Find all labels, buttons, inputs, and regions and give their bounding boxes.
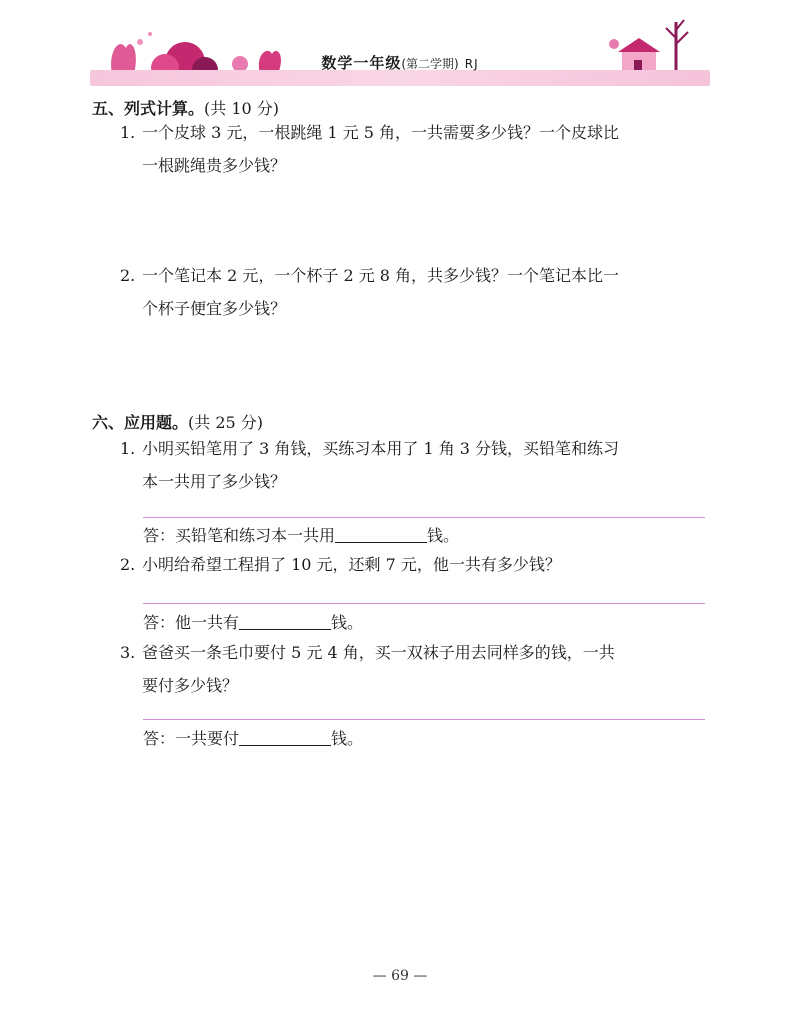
book-edition: RJ [464, 57, 479, 71]
page-header [90, 14, 710, 88]
question-text-cont: 个杯子便宜多少钱？ [142, 299, 287, 318]
question-5-2 [120, 259, 710, 325]
question-text: 一个皮球 3 元，一根跳绳 1 元 5 角，一共需要多少钱？一个皮球比 [142, 123, 620, 142]
answer-line-6-1 [143, 523, 459, 546]
book-title [90, 52, 710, 73]
question-number: 2. [120, 266, 136, 285]
question-text: 小明给希望工程捐了 10 元，还剩 7 元，他一共有多少钱？ [142, 555, 561, 574]
answer-prefix: 答：一共要付 [143, 729, 240, 748]
answer-suffix: 钱。 [331, 729, 364, 748]
answer-prefix: 答：买铅笔和练习本一共用 [143, 526, 336, 545]
question-6-3 [120, 636, 710, 702]
question-6-2 [120, 548, 710, 581]
question-number: 1. [120, 439, 136, 458]
work-line [143, 517, 705, 518]
answer-suffix: 钱。 [331, 613, 364, 632]
question-text: 小明买铅笔用了 3 角钱，买练习本用了 1 角 3 分钱，买铅笔和练习 [142, 439, 620, 458]
question-5-1 [120, 116, 710, 182]
question-6-1 [120, 432, 710, 498]
work-line [143, 719, 705, 720]
question-text: 爸爸买一条毛巾要付 5 元 4 角，买一双袜子用去同样多的钱，一共 [142, 643, 615, 662]
section-6-points: (共 25 分) [188, 413, 264, 432]
question-text-cont: 要付多少钱？ [142, 676, 239, 695]
answer-line-6-2 [143, 610, 363, 633]
answer-blank[interactable] [239, 729, 331, 746]
question-text-cont: 一根跳绳贵多少钱？ [142, 156, 287, 175]
answer-blank[interactable] [335, 526, 427, 543]
answer-blank[interactable] [239, 613, 331, 630]
section-5-heading: 五、列式计算。 [92, 99, 205, 118]
question-text: 一个笔记本 2 元，一个杯子 2 元 8 角，共多少钱？一个笔记本比一 [142, 266, 620, 285]
question-number: 3. [120, 643, 136, 662]
section-5-points: (共 10 分) [204, 99, 280, 118]
section-6-heading: 六、应用题。 [92, 413, 189, 432]
question-number: 2. [120, 555, 136, 574]
answer-line-6-3 [143, 726, 363, 749]
book-title-text: 数学一年级 [321, 54, 402, 72]
answer-prefix: 答：他一共有 [143, 613, 240, 632]
question-text-cont: 本一共用了多少钱？ [142, 472, 287, 491]
question-number: 1. [120, 123, 136, 142]
work-line [143, 603, 705, 604]
book-term: (第二学期) [401, 57, 459, 71]
answer-suffix: 钱。 [427, 526, 460, 545]
section-6-title [92, 410, 263, 433]
page-number: — 69 — [372, 968, 428, 984]
